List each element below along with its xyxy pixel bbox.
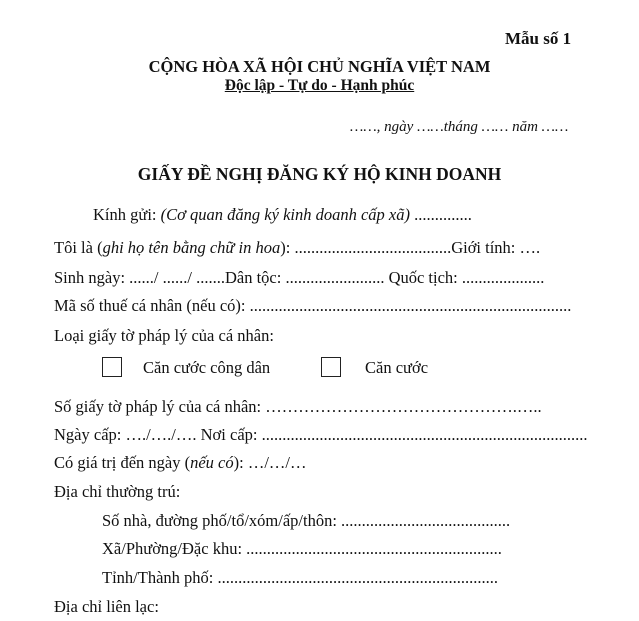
doc-option-id[interactable] [321,357,341,378]
full-name-hint: ghi họ tên bằng chữ in hoa [102,238,281,257]
doc-type-label: Loại giấy tờ pháp lý của cá nhân: [54,326,274,345]
doc-option-citizen-id-label: Căn cước công dân [143,358,271,377]
full-name-field[interactable]: ): ......................................Giới tính: …. [280,238,541,257]
recipient-label: Kính gửi: [93,205,161,224]
street-line[interactable]: Số nhà, đường phố/tổ/xóm/ấp/thôn: ......................................... [102,511,511,530]
province-line[interactable]: Tỉnh/Thành phố: .................................................................... [102,568,498,587]
permanent-address-label: Địa chỉ thường trú: [54,482,181,501]
id-card-checkbox[interactable] [321,357,341,377]
recipient-line [93,205,472,225]
tax-code-line[interactable]: Mã số thuế cá nhân (nếu có): .............................................................................. [54,296,572,315]
doc-option-citizen-id[interactable] [102,357,122,378]
valid-until-label: Có giá trị đến ngày ( [54,453,191,472]
ward-line[interactable]: Xã/Phường/Đặc khu: .............................................................. [102,539,502,558]
date-line: ……, ngày ……tháng …… năm …… [350,119,569,135]
national-motto: CỘNG HÒA XÃ HỘI CHỦ NGHĨA VIỆT NAM [148,57,491,76]
birth-line[interactable]: Sinh ngày: ....../ ....../ .......Dân tộc: ........................ Quốc tịch: .................... [54,268,545,287]
issue-line[interactable]: Ngày cấp: …./…./…. Nơi cấp: ............................................................................... [54,425,588,444]
doc-number-line[interactable]: Số giấy tờ pháp lý của cá nhân: ……………………………………….….. [54,397,542,416]
recipient-dots[interactable]: .............. [410,205,472,224]
valid-until-hint: nếu có [190,453,234,472]
page-title: GIẤY ĐỀ NGHỊ ĐĂNG KÝ HỘ KINH DOANH [137,164,502,184]
citizen-id-checkbox[interactable] [102,357,122,377]
motto-sub: Độc lập - Tự do - Hạnh phúc [224,77,415,94]
full-name-line[interactable] [54,238,540,258]
contact-address-label: Địa chỉ liên lạc: [54,597,159,616]
doc-option-id-label: Căn cước [365,358,429,377]
recipient-hint: (Cơ quan đăng ký kinh doanh cấp xã) [160,205,411,224]
full-name-label: Tôi là ( [54,238,103,257]
valid-until-field[interactable]: ): …/…/… [233,453,307,472]
valid-until-line[interactable] [54,453,307,473]
form-number: Mẫu số 1 [505,29,572,48]
